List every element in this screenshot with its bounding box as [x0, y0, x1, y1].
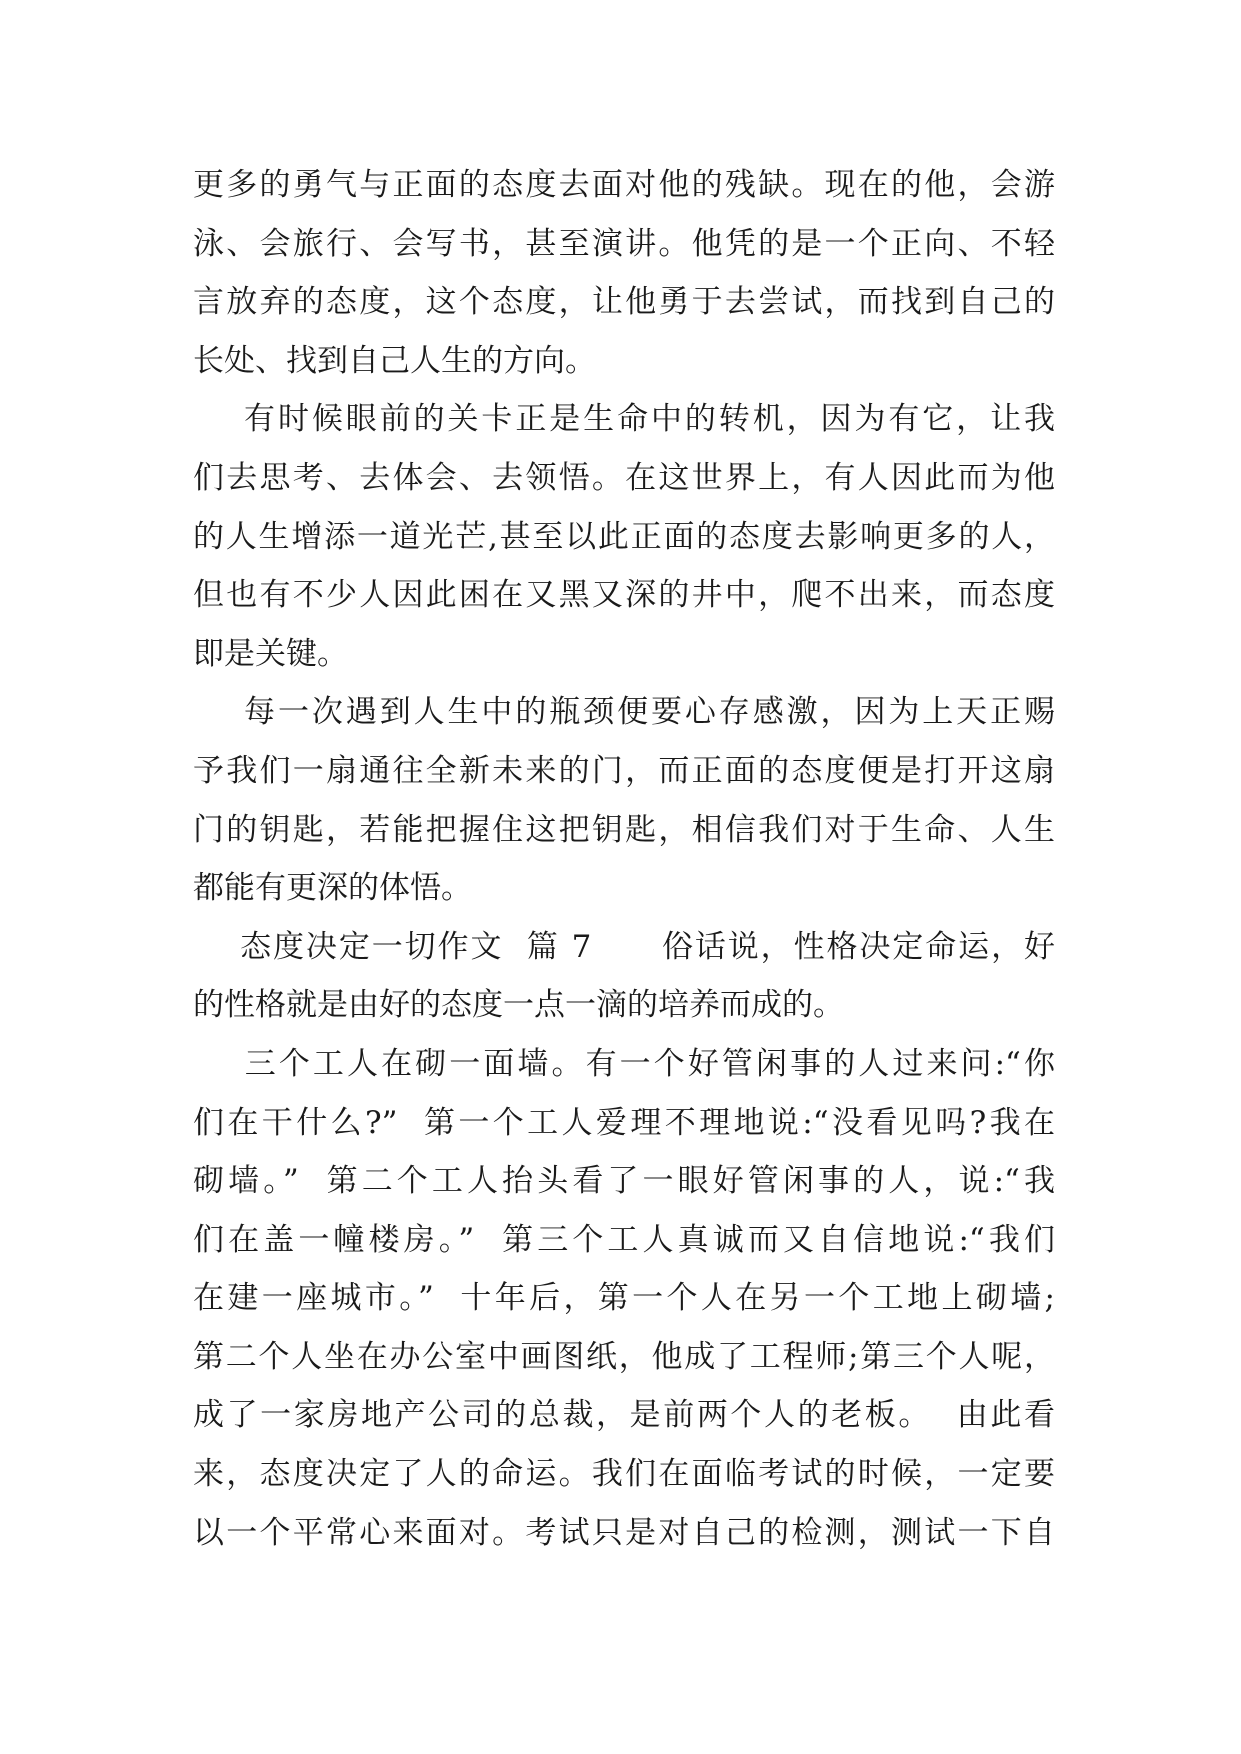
- text-line: 每一次遇到人生中的瓶颈便要心存感激，因为上天正赐: [193, 694, 1055, 731]
- text-line: 的性格就是由好的态度一点一滴的培养而成的。: [193, 987, 844, 1024]
- text-line: 们去思考、去体会、去领悟。在这世界上，有人因此而为他: [193, 459, 1055, 496]
- text-line: 们在盖一幢楼房。” 第三个工人真诚而又自信地说:“我们: [193, 1221, 1055, 1258]
- text-line: 泳、会旅行、会写书，甚至演讲。他凭的是一个正向、不轻: [193, 225, 1055, 262]
- text-line: 来，态度决定了人的命运。我们在面临考试的时候，一定要: [193, 1456, 1055, 1493]
- text-line: 们在干什么?” 第一个工人爱理不理地说:“没看见吗?我在: [193, 1104, 1055, 1141]
- text-line: 言放弃的态度，这个态度，让他勇于去尝试，而找到自己的: [193, 284, 1055, 321]
- body-text: [193, 156, 1055, 1562]
- text-line: 即是关键。: [193, 635, 348, 672]
- text-line: 在建一座城市。” 十年后，第一个人在另一个工地上砌墙;: [193, 1280, 1055, 1317]
- text-line: 的人生增添一道光芒,甚至以此正面的态度去影响更多的人，: [193, 518, 1055, 555]
- text-line: 砌墙。” 第二个工人抬头看了一眼好管闲事的人，说:“我: [193, 1163, 1055, 1200]
- text-line: 长处、找到自己人生的方向。: [193, 342, 596, 379]
- text-line: 更多的勇气与正面的态度去面对他的残缺。现在的他，会游: [193, 167, 1055, 203]
- text-line: 三个工人在砌一面墙。有一个好管闲事的人过来问:“你: [193, 1045, 1055, 1082]
- text-line: 以一个平常心来面对。考试只是对自己的检测，测试一下自: [193, 1514, 1055, 1551]
- text-line: 都能有更深的体悟。: [193, 870, 472, 907]
- text-line: 成了一家房地产公司的总裁，是前两个人的老板。 由此看: [193, 1397, 1055, 1434]
- text-line: 有时候眼前的关卡正是生命中的转机，因为有它，让我: [193, 401, 1055, 438]
- text-line: 门的钥匙，若能把握住这把钥匙，相信我们对于生命、人生: [193, 811, 1055, 848]
- text-line: 但也有不少人因此困在又黑又深的井中，爬不出来，而态度: [193, 577, 1055, 614]
- text-line: 第二个人坐在办公室中画图纸，他成了工程师;第三个人呢，: [193, 1338, 1055, 1375]
- text-line: 态度决定一切作文 篇 7 俗话说，性格决定命运，好: [193, 928, 1055, 965]
- text-line: 予我们一扇通往全新未来的门，而正面的态度便是打开这扇: [193, 752, 1055, 789]
